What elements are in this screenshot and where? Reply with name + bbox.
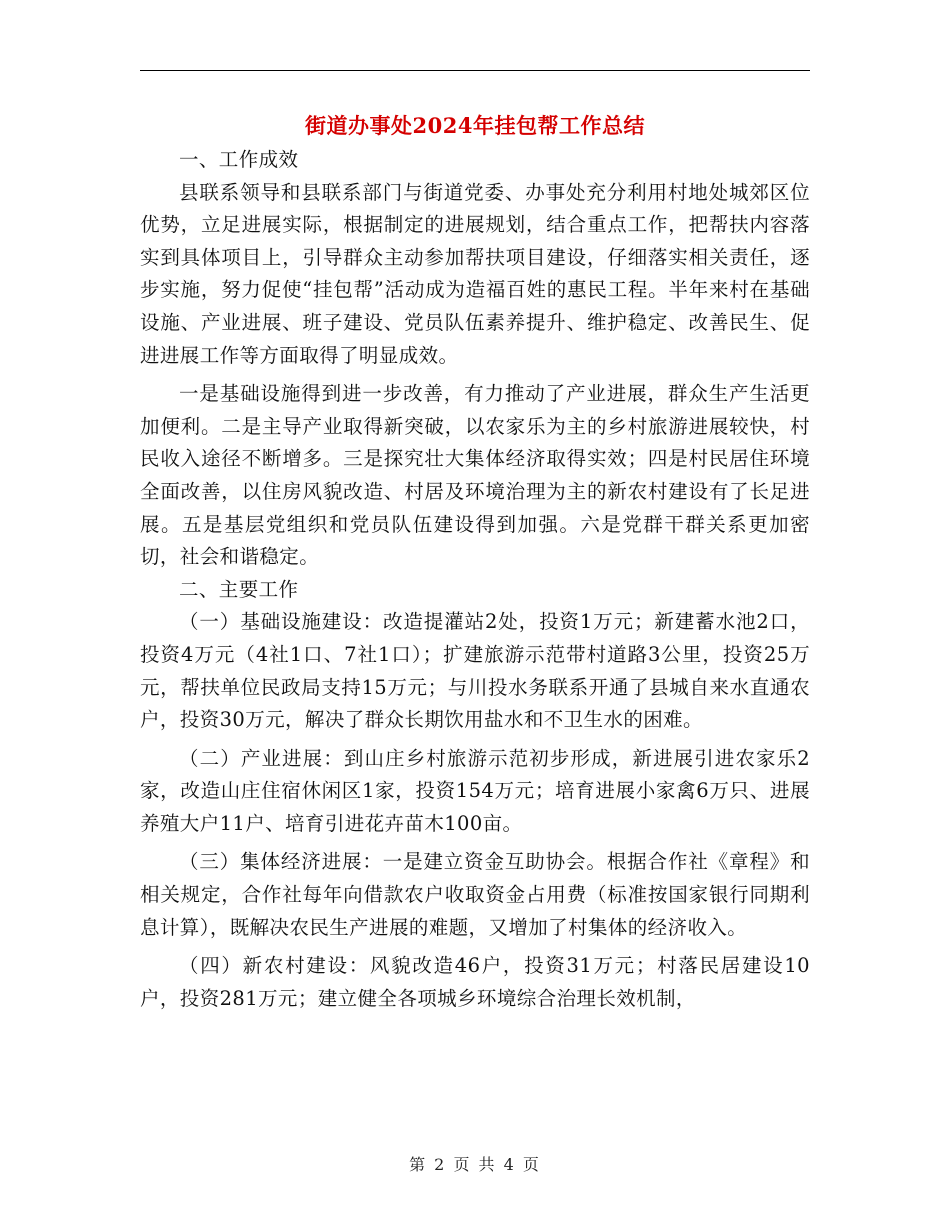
paragraph-overview: 县联系领导和县联系部门与街道党委、办事处充分利用村地处城郊区位优势，立足进展实际，根据制定的进展规划，结合重点工作，把帮扶内容落实到具体项目上，引导群众主动参加帮扶项目建设，仔细落实相关责任，逐步实施，努力促使“挂包帮”活动成为造福百姓的惠民工程。半年来村在基础设施、产业进展、班子建设、党员队伍素养提升、维护稳定、改善民生、促进进展工作等方面取得了明显成效。	[140, 180, 810, 367]
section-heading-results: 一、工作成效	[179, 148, 299, 171]
page-number-footer: 第 2 页 共 4 页	[409, 1155, 541, 1174]
document-title: 街道办事处2024年挂包帮工作总结	[305, 113, 645, 138]
paragraph-achievements: 一是基础设施得到进一步改善，有力推动了产业进展，群众生产生活更加便利。二是主导产业取得新突破，以农家乐为主的乡村旅游进展较快，村民收入途径不断增多。三是探究壮大集体经济取得实效；四是村民居住环境全面改善，以住房风貌改造、村居及环境治理为主的新农村建设有了长足进展。五是基层党组织和党员队伍建设得到加强。六是党群干群关系更加密切，社会和谐稳定。	[140, 382, 810, 569]
paragraph-collective-economy: （三）集体经济进展：一是建立资金互助协会。根据合作社《章程》和相关规定，合作社每年向借款农户收取资金占用费（标准按国家银行同期利息计算），既解决农民生产进展的难题，又增加了村集体的经济收入。	[140, 850, 810, 939]
section-heading-main-work: 二、主要工作	[179, 577, 299, 601]
paragraph-industry: （二）产业进展：到山庄乡村旅游示范初步形成，新进展引进农家乐2家，改造山庄住宿休闲区1家，投资154万元；培育进展小家禽6万只、进展养殖大户11户、培育引进花卉苗木100亩。	[140, 746, 810, 835]
paragraph-new-countryside: （四）新农村建设：风貌改造46户，投资31万元；村落民居建设10户，投资281万元；建立健全各项城乡环境综合治理长效机制，	[140, 954, 810, 1010]
document-body	[140, 108, 810, 1015]
header-rule	[140, 70, 810, 71]
paragraph-infrastructure: （一）基础设施建设：改造提灌站2处，投资1万元；新建蓄水池2口，投资4万元（4社1口、7社1口）；扩建旅游示范带村道路3公里，投资25万元，帮扶单位民政局支持15万元；与川投水务联系开通了县城自来水直通农户，投资30万元，解决了群众长期饮用盐水和不卫生水的困难。	[140, 610, 810, 732]
